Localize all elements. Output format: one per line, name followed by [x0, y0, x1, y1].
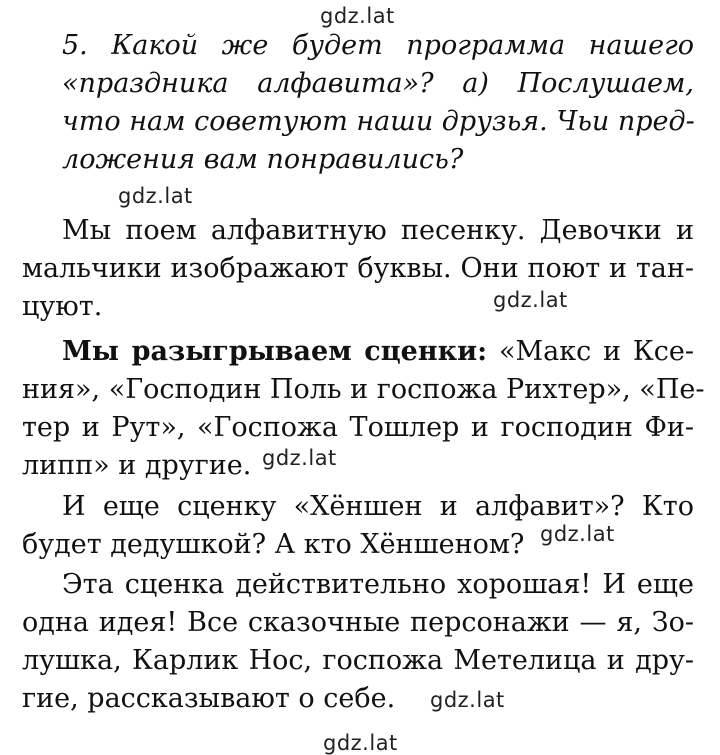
paragraph-line: ния», «Господин Поль и госпожа Рихтер», «Пе-	[22, 374, 705, 405]
task-line: ложения вам понравились?	[62, 144, 464, 175]
paragraph-line	[62, 333, 694, 371]
watermark: gdz.lat	[430, 688, 505, 712]
paragraph-line-rest: «Макс и Ксе-	[487, 336, 694, 367]
paragraph-song	[22, 212, 720, 326]
paragraph-line: Эта сценка действительно хорошая! И еще	[62, 569, 694, 600]
paragraph-line: тер и Рут», «Госпожа Тошлер и господин Фи-	[22, 412, 694, 443]
watermark: gdz.lat	[540, 522, 615, 546]
paragraph-line: будет дедушкой? А кто Хёншеном?	[22, 529, 525, 560]
watermark: gdz.lat	[323, 731, 398, 755]
paragraph-line: мальчики изображают буквы. Они поют и тан-	[22, 253, 694, 284]
paragraph-characters	[22, 566, 720, 718]
paragraph-line: одна идея! Все сказочные персонажи — я, Зо-	[22, 607, 694, 638]
bold-lead: Мы разыгрываем сценки:	[62, 336, 488, 367]
paragraph-line: цуют.	[22, 291, 103, 322]
paragraph-henschen	[22, 488, 694, 564]
paragraph-line: лушка, Карлик Нос, госпожа Метелица и дру-	[22, 645, 694, 676]
paragraph-scenes	[22, 333, 720, 485]
task-question	[62, 27, 694, 179]
task-line: что нам советуют наши друзья. Чьи пред-	[62, 106, 695, 137]
task-line: «праздника алфавита»? а) Послушаем,	[62, 68, 694, 99]
paragraph-line: липп» и другие.	[22, 450, 252, 481]
paragraph-line: Мы поем алфавитную песенку. Девочки и	[62, 215, 694, 246]
watermark: gdz.lat	[493, 288, 568, 312]
watermark: gdz.lat	[262, 446, 337, 470]
task-line: 5. Какой же будет программа нашего	[62, 30, 694, 61]
paragraph-line: И еще сценку «Хёншен и алфавит»? Кто	[62, 491, 694, 522]
paragraph-line: гие, рассказывают о себе.	[22, 683, 396, 714]
watermark: gdz.lat	[118, 184, 193, 208]
watermark: gdz.lat	[320, 4, 395, 28]
